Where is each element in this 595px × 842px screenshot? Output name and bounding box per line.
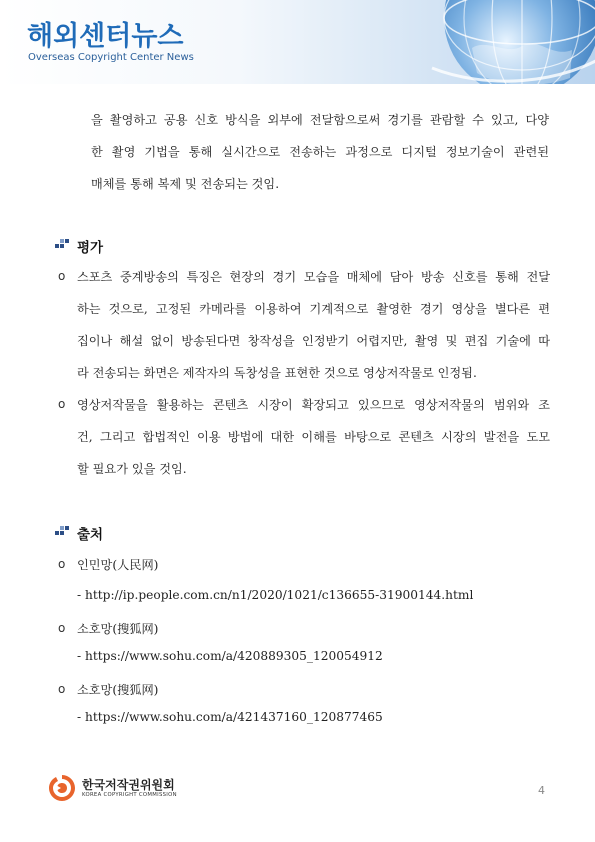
section-bullet-icon xyxy=(55,526,69,536)
evaluation-line: 스포츠 중계방송의 특징은 현장의 경기 모습을 매체에 담아 방송 신호를 통해 전달 xyxy=(77,270,550,284)
intro-line: 을 촬영하고 공용 신호 방식을 외부에 전달함으로써 경기를 관람할 수 있고, 다양 xyxy=(91,113,549,127)
source-link[interactable] xyxy=(77,710,383,724)
section-title: 출처 xyxy=(77,527,104,543)
page-number: 4 xyxy=(538,784,545,797)
source-dash: - xyxy=(77,649,82,663)
evaluation-line: 라 전송되는 화면은 제작자의 독창성을 표현한 것으로 영상저작물로 인정됨. xyxy=(77,366,477,380)
source-url[interactable]: https://www.sohu.com/a/421437160_120877465 xyxy=(85,710,383,724)
evaluation-item xyxy=(77,261,550,389)
list-bullet: o xyxy=(58,621,66,635)
source-link[interactable] xyxy=(77,649,383,663)
source-dash: - xyxy=(77,710,82,724)
source-name: 인민망(人民网) xyxy=(77,558,159,572)
kcc-logo-icon xyxy=(47,773,77,803)
evaluation-line: 할 필요가 있을 것임. xyxy=(77,462,187,476)
footer-org-english: KOREA COPYRIGHT COMMISSION xyxy=(82,792,177,798)
evaluation-line: 하는 것으로, 고정된 카메라를 이용하여 기계적으로 촬영한 경기 영상을 별다른 편 xyxy=(77,302,550,316)
intro-line: 한 촬영 기법을 통해 실시간으로 전송하는 과정으로 디지털 정보기술이 관련된 xyxy=(91,145,549,159)
evaluation-line: 집이나 해설 없이 방송된다면 창작성을 인정받기 어렵지만, 촬영 및 편집 기술에 따 xyxy=(77,334,550,348)
section-bullet-icon xyxy=(55,239,69,249)
source-name: 소호망(搜狐网) xyxy=(77,622,159,636)
source-url[interactable]: http://ip.people.com.cn/n1/2020/1021/c136655-31900144.html xyxy=(85,588,474,602)
source-url[interactable]: https://www.sohu.com/a/420889305_120054912 xyxy=(85,649,383,663)
intro-line: 매체를 통해 복제 및 전송되는 것임. xyxy=(91,177,280,191)
list-bullet: o xyxy=(58,557,66,571)
footer-org-name: 한국저작권위원회 xyxy=(82,778,175,792)
list-bullet: o xyxy=(58,269,66,283)
evaluation-line: 영상저작물을 활용하는 콘텐츠 시장이 확장되고 있으므로 영상저작물의 범위와 조 xyxy=(77,398,550,412)
section-title: 평가 xyxy=(77,240,104,256)
evaluation-line: 건, 그리고 합법적인 이용 방법에 대한 이해를 바탕으로 콘텐츠 시장의 발전을 도모 xyxy=(77,430,550,444)
source-dash: - xyxy=(77,588,82,602)
header-subtitle: Overseas Copyright Center News xyxy=(28,52,194,63)
source-link[interactable] xyxy=(77,588,473,602)
globe-icon xyxy=(412,0,595,84)
header-banner xyxy=(0,0,595,84)
evaluation-item xyxy=(77,389,550,485)
intro-paragraph xyxy=(91,104,549,200)
source-name: 소호망(搜狐网) xyxy=(77,683,159,697)
list-bullet: o xyxy=(58,397,66,411)
list-bullet: o xyxy=(58,682,66,696)
header-title: 해외센터뉴스 xyxy=(27,21,184,52)
